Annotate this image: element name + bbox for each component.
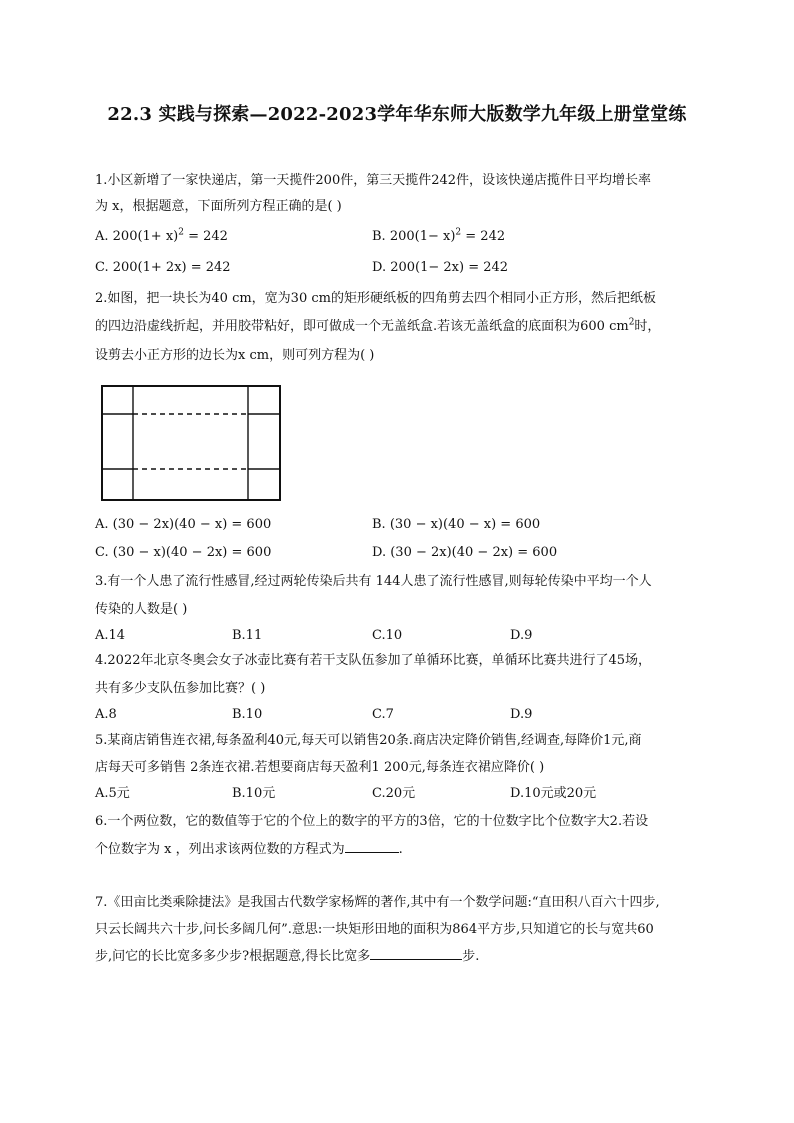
q5-option-a[interactable]: A.5元 [95, 786, 130, 801]
q6-stem-line2 [95, 840, 403, 859]
q1-option-b[interactable] [372, 228, 505, 246]
q3-option-a[interactable]: A.14 [95, 628, 126, 643]
q1-option-a[interactable] [95, 228, 228, 246]
q3-stem-line1: 3.有一个人患了流行性感冒,经过两轮传染后共有 144人患了流行性感冒,则每轮传染中平均一个人 [95, 574, 652, 589]
q2-option-c[interactable]: C. (30 − x)(40 − 2x) = 600 [95, 545, 272, 560]
q2-option-b[interactable]: B. (30 − x)(40 − x) = 600 [372, 517, 541, 532]
q4-option-b[interactable]: B.10 [232, 707, 263, 722]
page-title: 22.3 实践与探索—2022-2023学年华东师大版数学九年级上册堂堂练 [107, 104, 687, 125]
q2-stem-line1: 2.如图，把一块长为40 cm，宽为30 cm的矩形硬纸板的四角剪去四个相同小正方形，然后把纸板 [95, 291, 656, 306]
q1-option-d[interactable]: D. 200(1− 2x) = 242 [372, 260, 509, 275]
q3-option-c[interactable]: C.10 [372, 628, 403, 643]
q7-stem-line1: 7.《田亩比类乘除捷法》是我国古代数学家杨辉的著作,其中有一个数学问题:“直田积八百六十四步, [95, 895, 660, 910]
q4-option-a[interactable]: A.8 [95, 707, 117, 722]
q5-option-b[interactable]: B.10元 [232, 786, 276, 801]
q1-stem-line1: 1.小区新增了一家快递店，第一天揽件200件，第三天揽件242件，设该快递店揽件日平均增长率 [95, 173, 652, 188]
q6-stem-line2-end: . [398, 842, 403, 857]
q6-answer-blank[interactable] [345, 840, 399, 853]
q4-option-c[interactable]: C.7 [372, 707, 394, 722]
q4-stem-line2: 共有多少支队伍参加比赛？( ) [95, 681, 266, 696]
q5-stem-line1: 5.某商店销售连衣裙,每条盈利40元,每天可以销售20条.商店决定降价销售,经调查,每降价1元,商 [95, 733, 642, 748]
q7-stem-line3 [95, 947, 479, 966]
q1-option-b-exp: 2 [455, 227, 462, 238]
q7-stem-line3-text: 步,问它的长比宽多多少步?根据题意,得长比宽多 [95, 949, 371, 964]
q5-option-c[interactable]: C.20元 [372, 786, 416, 801]
q6-stem-line2-text: 个位数字为 x ，列出求该两位数的方程式为 [95, 842, 345, 857]
q7-stem-line2: 只云长阔共六十步,问长多阔几何”.意思:一块矩形田地的面积为864平方步,只知道它的长与宽共60 [95, 922, 654, 937]
q1-option-a-base: A. 200(1+ x) [95, 229, 179, 244]
q4-stem-line1: 4.2022年北京冬奥会女子冰壶比赛有若干支队伍参加了单循环比赛，单循环比赛共进行了45场， [95, 653, 652, 668]
q6-stem-line1: 6.一个两位数，它的数值等于它的个位上的数字的平方的3倍，它的十位数字比个位数字大2.若设 [95, 814, 649, 829]
cardboard-figure [100, 384, 284, 502]
q5-stem-line2: 店每天可多销售 2条连衣裙.若想要商店每天盈利1 200元,每条连衣裙应降价( ) [95, 760, 545, 775]
q2-stem-line2-text: 的四边沿虚线折起，并用胶带粘好，即可做成一个无盖纸盒.若该无盖纸盒的底面积为600 cm [95, 319, 629, 334]
q7-answer-blank[interactable] [370, 947, 462, 960]
cardboard-outline [102, 386, 280, 500]
q2-stem-line3: 设剪去小正方形的边长为x cm，则可列方程为( ) [95, 348, 375, 363]
q3-option-d[interactable]: D.9 [510, 628, 533, 643]
q3-stem-line2: 传染的人数是( ) [95, 602, 188, 617]
q7-stem-line3-end: 步. [462, 949, 480, 964]
q2-area-exponent: 2 [628, 317, 635, 328]
q1-option-a-rhs: = 242 [183, 229, 228, 244]
q2-option-d[interactable]: D. (30 − 2x)(40 − 2x) = 600 [372, 545, 558, 560]
q1-option-c[interactable]: C. 200(1+ 2x) = 242 [95, 260, 231, 275]
q2-option-a[interactable]: A. (30 − 2x)(40 − x) = 600 [95, 517, 272, 532]
q5-option-d[interactable]: D.10元或20元 [510, 786, 597, 801]
q3-option-b[interactable]: B.11 [232, 628, 263, 643]
q2-stem-line2-end: 时， [634, 319, 661, 334]
q2-stem-line2 [95, 318, 660, 336]
q1-stem-line2: 为 x，根据题意，下面所列方程正确的是( ) [95, 199, 342, 214]
q1-option-a-exp: 2 [178, 227, 184, 238]
q1-option-b-rhs: = 242 [461, 229, 506, 244]
q1-option-b-base: B. 200(1− x) [372, 229, 456, 244]
q4-option-d[interactable]: D.9 [510, 707, 533, 722]
